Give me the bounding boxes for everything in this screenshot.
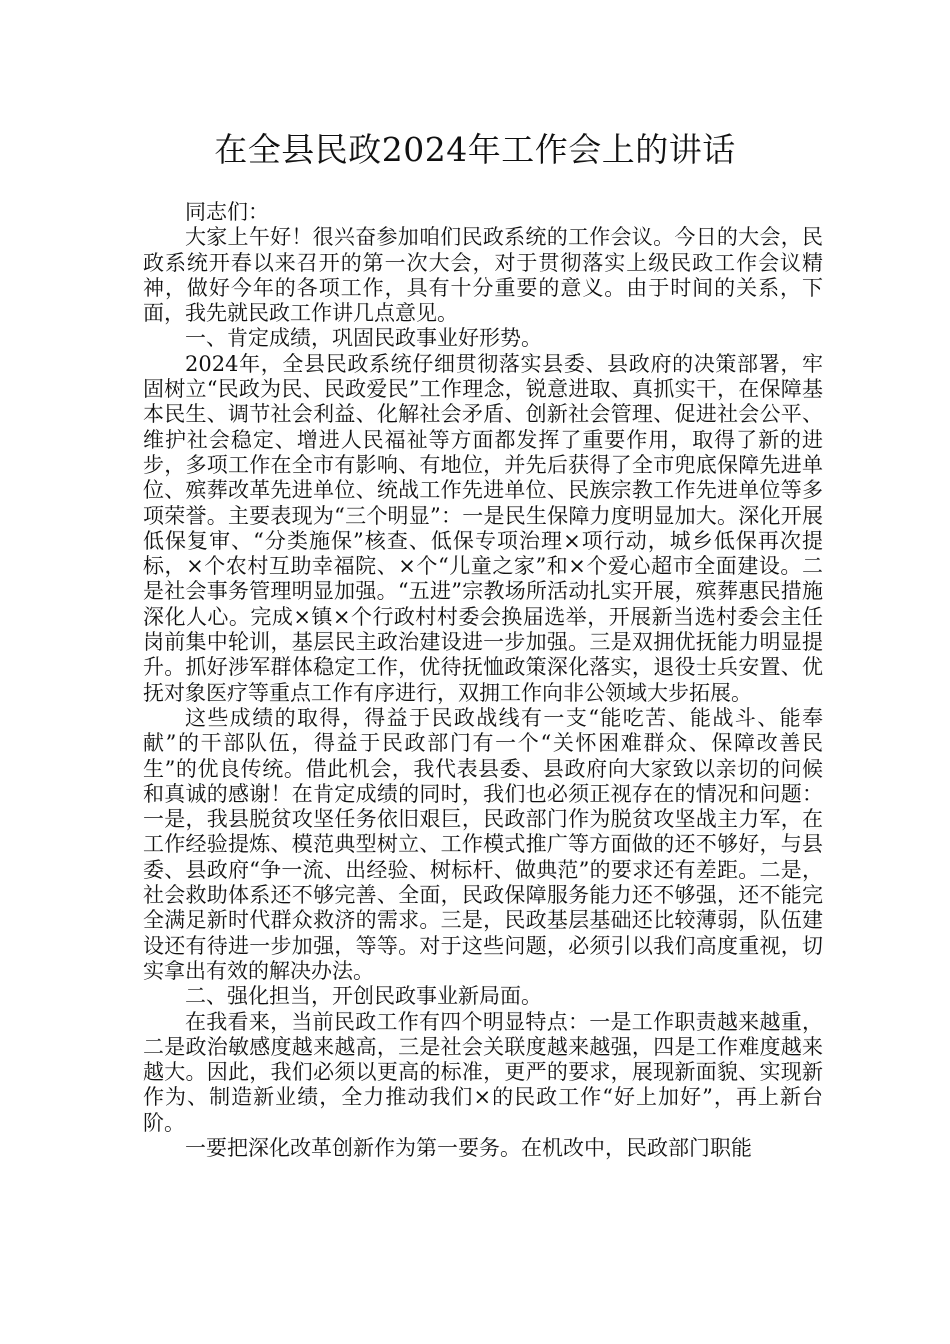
document-title: 在全县民政2024年工作会上的讲话 (214, 130, 736, 169)
paragraph-opening: 大家上午好！很兴奋参加咱们民政系统的工作会议。今日的大会，民政系统开春以来召开的第一次大会，对于贯彻落实上级民政工作会议精神，做好今年的各项工作，具有十分重要的意义。由于时间的关系，下面，我先就民政工作讲几点意见。 (143, 225, 823, 326)
paragraph-characteristics: 在我看来，当前民政工作有四个明显特点：一是工作职责越来越重，二是政治敏感度越来越高，三是社会关联度越来越强，四是工作难度越来越大。因此，我们必须以更高的标准，更严的要求，展现新面貌、实现新作为、制造新业绩，全力推动我们×的民政工作“好上加好”，再上新台阶。 (143, 1009, 823, 1135)
paragraph-problems: 这些成绩的取得，得益于民政战线有一支“能吃苦、能战斗、能奉献”的干部队伍，得益于民政部门有一个“关怀困难群众、保障改善民生”的优良传统。借此机会，我代表县委、县政府向大家致以亲切的问候和真诚的感谢！在肯定成绩的同时，我们也必须正视存在的情况和问题：一是，我县脱贫攻坚任务依旧艰巨，民政部门作为脱贫攻坚战主力军，在工作经验提炼、模范典型树立、工作模式推广等方面做的还不够好，与县委、县政府“争一流、出经验、树标杆、做典范”的要求还有差距。二是，社会救助体系还不够完善、全面，民政保障服务能力还不够强，还不能完全满足新时代群众救济的需求。三是，民政基层基础还比较薄弱，队伍建设还有待进一步加强，等等。对于这些问题，必须引以我们高度重视，切实拿出有效的解决办法。 (143, 705, 823, 983)
paragraph-reform: 一要把深化改革创新作为第一要务。在机改中，民政部门职能 (185, 1135, 752, 1160)
section-heading-2: 二、强化担当，开创民政事业新局面。 (185, 984, 542, 1009)
section-heading-1: 一、肯定成绩，巩固民政事业好形势。 (185, 326, 542, 351)
paragraph-achievements: 2024年，全县民政系统仔细贯彻落实县委、县政府的决策部署，牢固树立“民政为民、民政爱民”工作理念，锐意进取、真抓实干，在保障基本民生、调节社会利益、化解社会矛盾、创新社会管理、促进社会公平、维护社会稳定、增进人民福祉等方面都发挥了重要作用，取得了新的进步，多项工作在全市有影响、有地位，并先后获得了全市兜底保障先进单位、殡葬改革先进单位、统战工作先进单位、民族宗教工作先进单位等多项荣誉。主要表现为“三个明显”：一是民生保障力度明显加大。深化开展低保复审、“分类施保”核查、低保专项治理×项行动，城乡低保再次提标，×个农村互助幸福院、×个“儿童之家”和×个爱心超市全面建设。二是社会事务管理明显加强。“五进”宗教场所活动扎实开展，殡葬惠民措施深化人心。完成×镇×个行政村村委会换届选举，开展新当选村委会主任岗前集中轮训，基层民主政治建设进一步加强。三是双拥优抚能力明显提升。抓好涉军群体稳定工作，优待抚恤政策深化落实，退役士兵安置、优抚对象医疗等重点工作有序进行，双拥工作向非公领域大步拓展。 (143, 351, 823, 705)
document-body (143, 200, 823, 1161)
salutation: 同志们： (185, 200, 269, 224)
